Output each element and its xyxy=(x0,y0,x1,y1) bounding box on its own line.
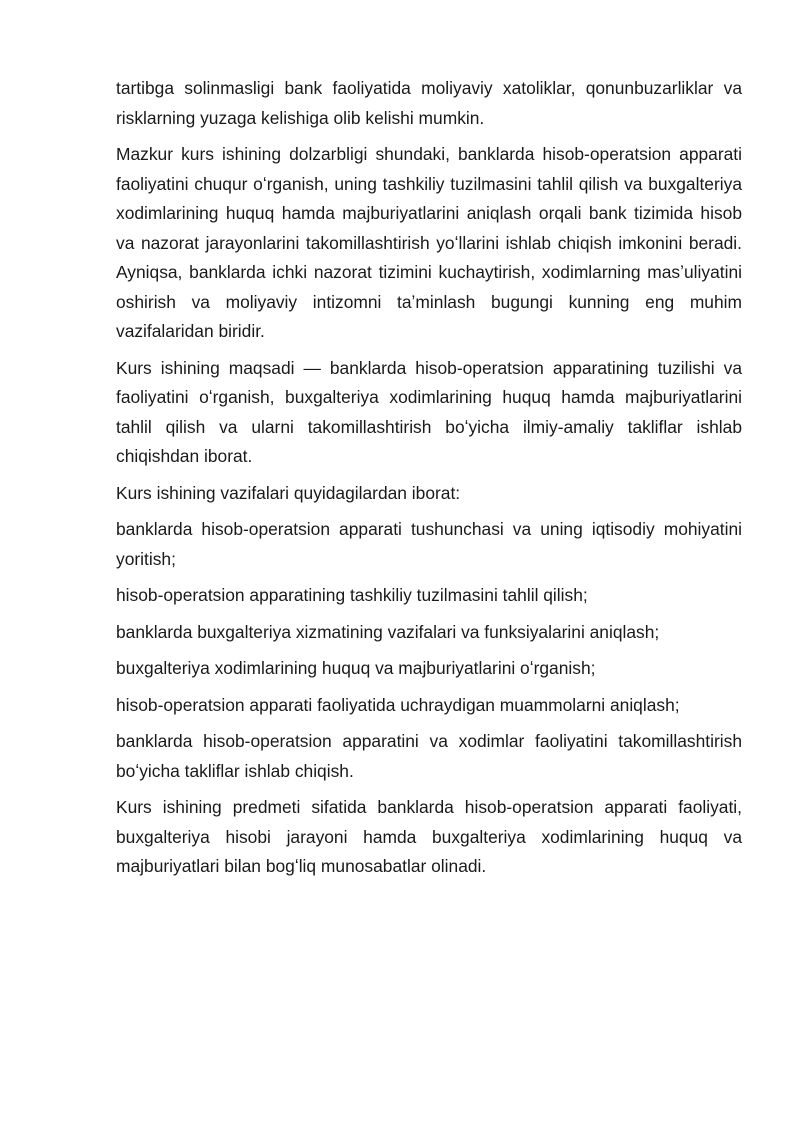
task-item-4: buxgalteriya xodimlarining huquq va majburiyatlarini oʻrganish; xyxy=(116,658,596,678)
task-item-1: banklarda hisob-operatsion apparati tushunchasi va uning iqtisodiy mohiyatini yoritish; xyxy=(116,519,742,569)
paragraph-tasks-intro: Kurs ishining vazifalari quyidagilardan iborat: xyxy=(116,482,461,503)
document-page xyxy=(116,74,742,889)
task-item-3: banklarda buxgalteriya xizmatining vazifalari va funksiyalarini aniqlash; xyxy=(116,621,660,642)
task-item-2: hisob-operatsion apparatining tashkiliy tuzilmasini tahlil qilish; xyxy=(116,585,588,605)
paragraph-goal: Kurs ishining maqsadi — banklarda hisob-operatsion apparatining tuzilishi va faoliyatini oʻrganish, buxgalteriya xodimlarining huquq hamda majburiyatlarini tahlil qilish va ularni takomillashtirish boʻyicha ilmiy-amaliy takliflar ishlab chiqishdan iborat. xyxy=(116,357,742,466)
paragraph-subject: Kurs ishining predmeti sifatida banklarda hisob-operatsion apparati faoliyati, buxgalteriya hisobi jarayoni hamda buxgalteriya xodimlarining huquq va majburiyatlari bilan bogʻliq munosabatlar olinadi. xyxy=(116,797,742,876)
task-item-5: hisob-operatsion apparati faoliyatida uchraydigan muammolarni aniqlash; xyxy=(116,694,680,715)
paragraph-continuation: tartibga solinmasligi bank faoliyatida moliyaviy xatoliklar, qonunbuzarliklar va risklarning yuzaga kelishiga olib kelishi mumkin. xyxy=(116,78,742,128)
task-item-6: banklarda hisob-operatsion apparatini va xodimlar faoliyatini takomillashtirish boʻyicha takliflar ishlab chiqish. xyxy=(116,731,742,781)
paragraph-relevance: Mazkur kurs ishining dolzarbligi shundaki, banklarda hisob-operatsion apparati faoliyatini chuqur oʻrganish, uning tashkiliy tuzilmasini tahlil qilish va buxgalteriya xodimlarining huquq hamda majburiyatlarini aniqlash orqali bank tizimida hisob va nazorat jarayonlarini takomillashtirish yoʻllarini ishlab chiqish imkonini beradi. Ayniqsa, banklarda ichki nazorat tizimini kuchaytirish, xodimlarning masʼuliyatini oshirish va moliyaviy intizomni taʼminlash bugungi kunning eng muhim vazifalaridan biridir. xyxy=(116,144,742,341)
